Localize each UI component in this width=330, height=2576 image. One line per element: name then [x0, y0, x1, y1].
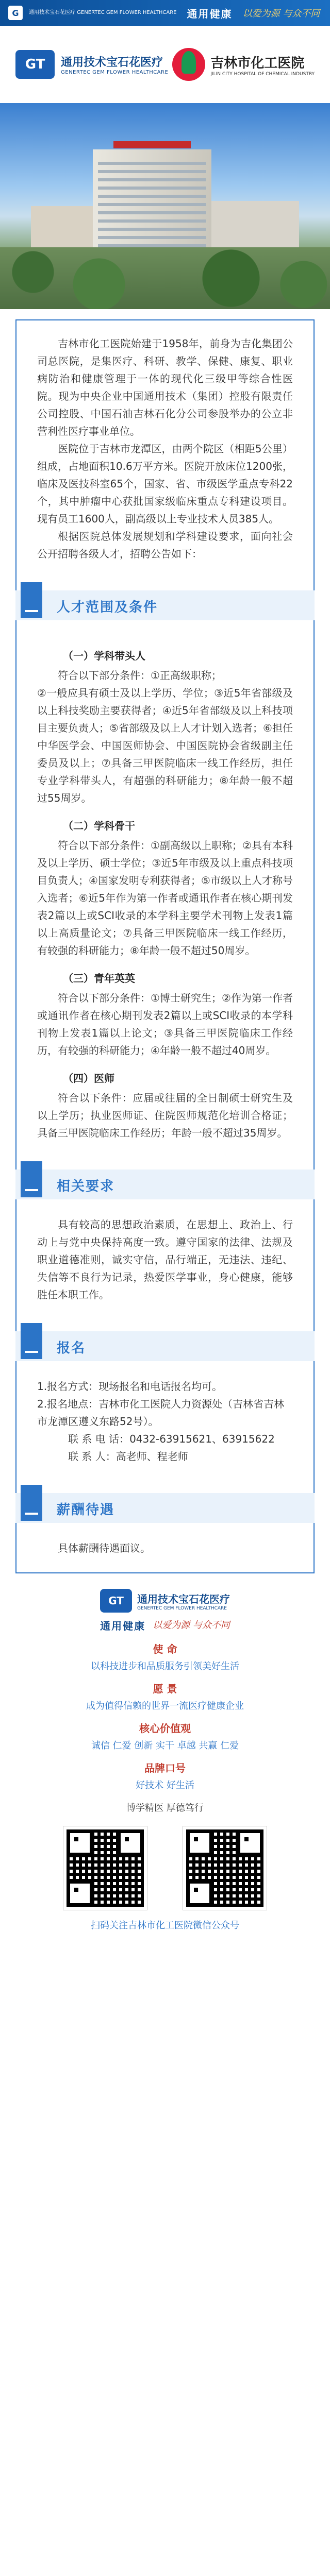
section-title: 薪酬待遇 [57, 1502, 115, 1518]
phone-label: 联 系 电 话： [68, 1433, 130, 1445]
values-text: 诚信 仁爱 创新 实干 卓越 共赢 仁爱 [91, 1740, 239, 1751]
subsection-text: 符合以下条件：应届或往届的全日制硕士研究生及以上学历；执业医师证、住院医师规范化培训合格证；具备三甲医院临床工作经历；年龄一般不超过35周岁。 [37, 1092, 293, 1139]
qr-code-icon[interactable] [183, 1826, 267, 1910]
top-banner [0, 0, 330, 26]
trees [0, 247, 330, 309]
intro-paragraph: 吉林市化工医院始建于1958年，前身为吉化集团公司总医院，是集医疗、科研、教学、保健、康复、职业病防治和健康管理于一体的现代化三级甲等综合性医院。现为中央企业中国通用技术（集团）控股有限责任公司控股、中国石油吉林石化分公司参股举办的公立非营利性医疗事业单位。 [37, 337, 293, 437]
subsection-text: 符合以下部分条件：①副高级以上职称；②具有本科及以上学历、硕士学位；③近5年市级及以上重点科技项目负责人；④国家发明专利获得者；⑤市级以上人才称号入选者；⑥近5年作为第一作者或通讯作者在核心期刊发表2篇以上或SCI收录的本学科主要学术刊物上发表1篇以上高质量论文；⑦具备三甲医院临床一线工作经历，有较强的科研能力；⑧年龄一般不超过50周岁。 [37, 839, 293, 957]
footer [0, 1589, 330, 1931]
values-label: 核心价值观 [139, 1722, 191, 1735]
requirements-text: 具有较高的思想政治素质，在思想上、政治上、行动上与党中央保持高度一致。遵守国家的法律、法规及职业道德准则，诚实守信，品行端正，无违法、违纪、失信等不良行为记录，热爱医学事业，身心健康，能够胜任本职工作。 [37, 1218, 293, 1301]
genertec-logo-cn: 通用技术宝石花医疗 [61, 56, 163, 69]
section-header-registration [15, 1318, 315, 1378]
hospital-logo [172, 48, 315, 81]
subsection-text: 符合以下部分条件：①正高级职称； [58, 669, 222, 682]
subsection-title: （一）学科带头人 [63, 650, 145, 662]
registration-method: 1.报名方式：现场报名和电话报名均可。 [37, 1380, 223, 1393]
footer-slogan-tagline: 以爱为源 与众不同 [153, 1620, 230, 1631]
qr-codes [0, 1826, 330, 1910]
brand-text: 好技术 好生活 [136, 1780, 194, 1791]
section-marker-icon [21, 1161, 42, 1197]
contact-person-row [37, 1448, 293, 1465]
section-header-requirements [15, 1156, 315, 1216]
phone-number[interactable]: 0432-63915621、63915622 [129, 1433, 275, 1445]
subsection-text: 符合以下部分条件：①博士研究生；②作为第一作者或通讯作者在核心期刊发表2篇以上或SCI收录的本学科刊物上发表1篇以上论文；③具备三甲医院临床工作经历，有较强的科研能力；④年龄一般不超过40周岁。 [37, 992, 293, 1057]
qr-code-icon[interactable] [63, 1826, 147, 1910]
subsection-text: ②一般应具有硕士及以上学历、学位；③近5年省部级及以上科技奖励主要获得者；④近5年省部级及以上科技项目主要负责人；⑤省部级及以上人才计划入选者；⑥担任中华医学会、中国医师协会、中国医院协会省级副主任委员及以上；⑦具备三甲医院临床一线工作经历，担任专业学科带头人，有超强的科研能力；⑧年龄一般不超过55周岁。 [37, 687, 293, 804]
contact-person: 高老师、程老师 [116, 1450, 188, 1463]
banner-slogan: 通用健康 [187, 7, 233, 20]
footer-slogan [0, 1618, 330, 1633]
section-marker-icon [21, 1485, 42, 1521]
genertec-logo-en: GENERTEC GEM FLOWER HEALTHCARE [61, 70, 169, 75]
vision-label: 愿 景 [153, 1683, 177, 1695]
footer-logo-en: GENERTEC GEM FLOWER HEALTHCARE [137, 1605, 227, 1611]
hospital-building-photo [0, 103, 330, 309]
hospital-logo-cn: 吉林市化工医院 [210, 55, 305, 71]
footer-slogan-main: 通用健康 [100, 1620, 146, 1632]
registration-info [16, 1378, 314, 1465]
content-frame [15, 319, 315, 1573]
hospital-motto: 博学精医 厚德笃行 [126, 1803, 204, 1814]
hospital-logo-en: JILIN CITY HOSPITAL OF CHEMICAL INDUSTRY [210, 71, 315, 77]
logo-row [0, 26, 330, 103]
subsection-title: （二）学科骨干 [63, 820, 135, 832]
vision-text: 成为值得信赖的世界一流医疗健康企业 [86, 1701, 244, 1711]
genertec-mark-icon: GT [15, 50, 55, 79]
salary-text: 具体薪酬待遇面议。 [58, 1542, 151, 1554]
section-title: 人才范围及条件 [57, 600, 158, 615]
section-header-talent [15, 577, 315, 637]
section-title: 相关要求 [57, 1179, 115, 1194]
footer-logo-cn: 通用技术宝石花医疗 [137, 1592, 230, 1605]
contact-phone-row [37, 1430, 293, 1448]
contact-label: 联 系 人： [68, 1450, 116, 1463]
building-sign [113, 141, 191, 148]
genertec-mark-icon: GT [100, 1589, 132, 1613]
subsection-title: （四）医师 [63, 1072, 114, 1084]
section-marker-icon [21, 582, 42, 618]
genertec-logo [15, 50, 168, 79]
banner-tagline: 以爱为源 与众不同 [242, 8, 320, 19]
building-tower [93, 149, 211, 263]
hospital-emblem-icon [172, 48, 205, 81]
section-marker-icon [21, 1323, 42, 1359]
section-header-salary [15, 1480, 315, 1539]
qr-caption: 扫码关注吉林市化工医院微信公众号 [91, 1920, 239, 1931]
mini-logo-text: 通用技术宝石花医疗 GENERTEC GEM FLOWER HEALTHCARE [29, 10, 177, 15]
subsection-title: （三）青年英英 [63, 972, 135, 985]
footer-logo [0, 1589, 330, 1613]
mission-text: 以科技进步和品质服务引领美好生活 [91, 1661, 239, 1672]
section-title: 报名 [57, 1341, 86, 1356]
registration-location: 2.报名地点：吉林市化工医院人力资源处（吉林省吉林市龙潭区遵义东路52号）。 [37, 1398, 285, 1428]
genertec-mini-logo-icon: G [8, 6, 23, 20]
intro-paragraph: 根据医院总体发展规划和学科建设要求，面向社会公开招聘各级人才，招聘公告如下： [37, 530, 293, 560]
mission-label: 使 命 [153, 1643, 177, 1655]
intro-paragraph: 医院位于吉林市龙潭区，由两个院区（相距5公里）组成，占地面积10.6万平方米。医院开放床位1200张，临床及医技科室65个，国家、省、市级医学重点专科22个，其中肿瘤中心获批国家级临床重点专科建设项目。现有员工1600人，副高级以上专业技术人员385人。 [37, 443, 293, 525]
brand-label: 品牌口号 [144, 1762, 186, 1774]
